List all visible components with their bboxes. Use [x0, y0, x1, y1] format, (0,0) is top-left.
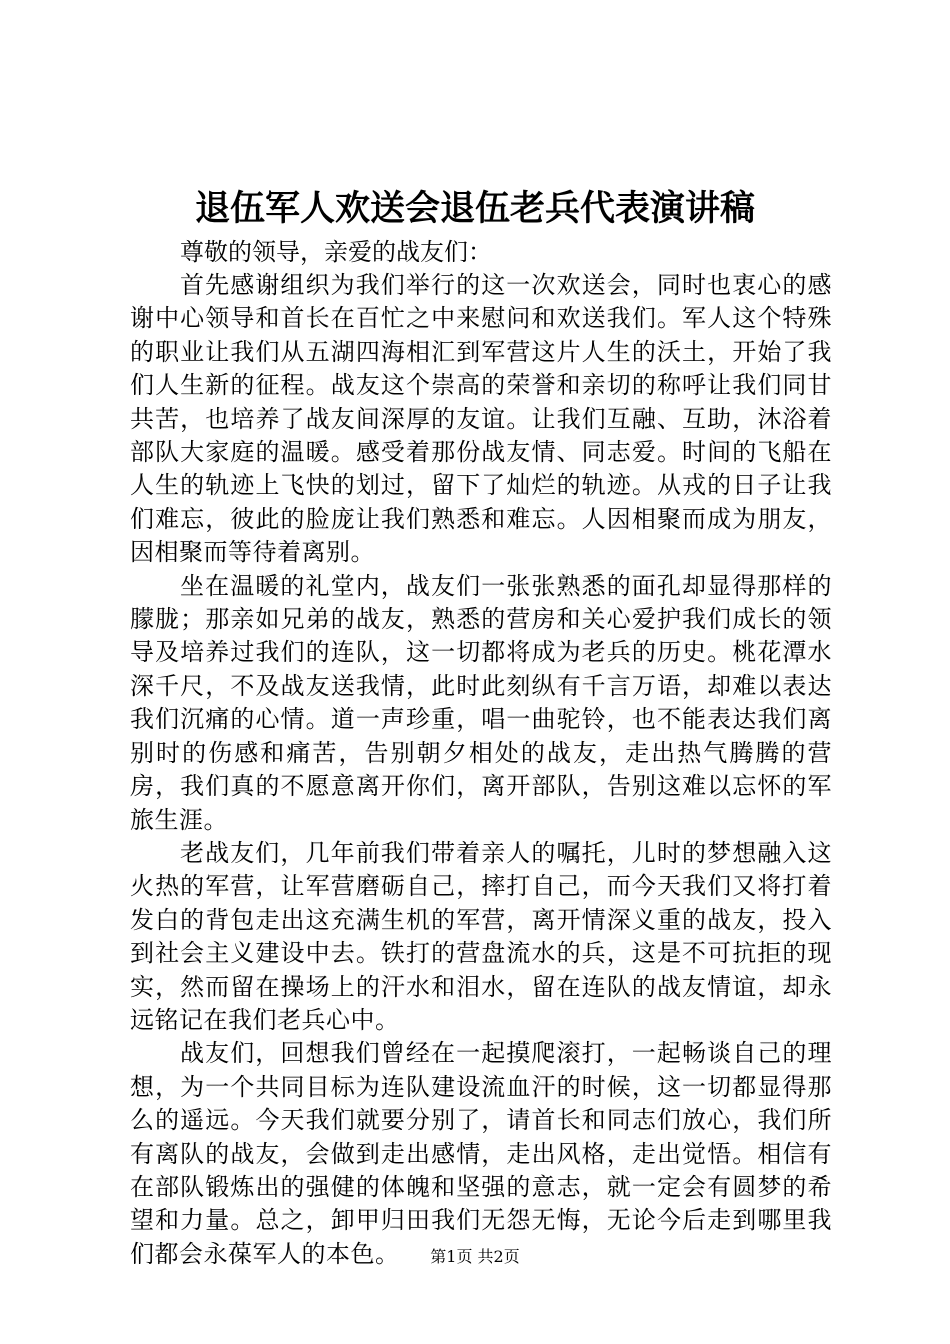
- paragraph-2: 坐在温暖的礼堂内，战友们一张张熟悉的面孔却显得那样的朦胧；那亲如兄弟的战友，熟悉的营房和关心爱护我们成长的领导及培养过我们的连队，这一切都将成为老兵的历史。桃花潭水深千尺，不及战友送我情，此时此刻纵有千言万语，却难以表达我们沉痛的心情。道一声珍重，唱一曲驼铃，也不能表达我们离别时的伤感和痛苦，告别朝夕相处的战友，走出热气腾腾的营房，我们真的不愿意离开你们，离开部队，告别这难以忘怀的军旅生涯。: [130, 571, 832, 834]
- salutation: 尊敬的领导，亲爱的战友们：: [180, 238, 492, 266]
- paragraph-4: 战友们，回想我们曾经在一起摸爬滚打，一起畅谈自己的理想，为一个共同目标为连队建设流血汗的时候，这一切都显得那么的遥远。今天我们就要分别了，请首长和同志们放心，我们所有离队的战友，会做到走出感情，走出风格，走出觉悟。相信有在部队锻炼出的强健的体魄和坚强的意志，就一定会有圆梦的希望和力量。总之，卸甲归田我们无怨无悔，无论今后走到哪里我们都会永葆军人的本色。: [130, 1039, 832, 1268]
- document-title: 退伍军人欢送会退伍老兵代表演讲稿: [194, 188, 755, 229]
- document-body: [130, 269, 832, 1271]
- page-footer: 第1页 共2页: [430, 1247, 520, 1266]
- paragraph-3: 老战友们，几年前我们带着亲人的嘱托，儿时的梦想融入这火热的军营，让军营磨砺自己，摔打自己，而今天我们又将打着发白的背包走出这充满生机的军营，离开情深义重的战友，投入到社会主义建设中去。铁打的营盘流水的兵，这是不可抗拒的现实，然而留在操场上的汗水和泪水，留在连队的战友情谊，却永远铭记在我们老兵心中。: [130, 838, 832, 1034]
- paragraph-1: 首先感谢组织为我们举行的这一次欢送会，同时也衷心的感谢中心领导和首长在百忙之中来慰问和欢送我们。军人这个特殊的职业让我们从五湖四海相汇到军营这片人生的沃土，开始了我们人生新的征程。战友这个崇高的荣誉和亲切的称呼让我们同甘共苦，也培养了战友间深厚的友谊。让我们互融、互助，沐浴着部队大家庭的温暖。感受着那份战友情、同志爱。时间的飞船在人生的轨迹上飞快的划过，留下了灿烂的轨迹。从戎的日子让我们难忘，彼此的脸庞让我们熟悉和难忘。人因相聚而成为朋友，因相聚而等待着离别。: [130, 271, 832, 567]
